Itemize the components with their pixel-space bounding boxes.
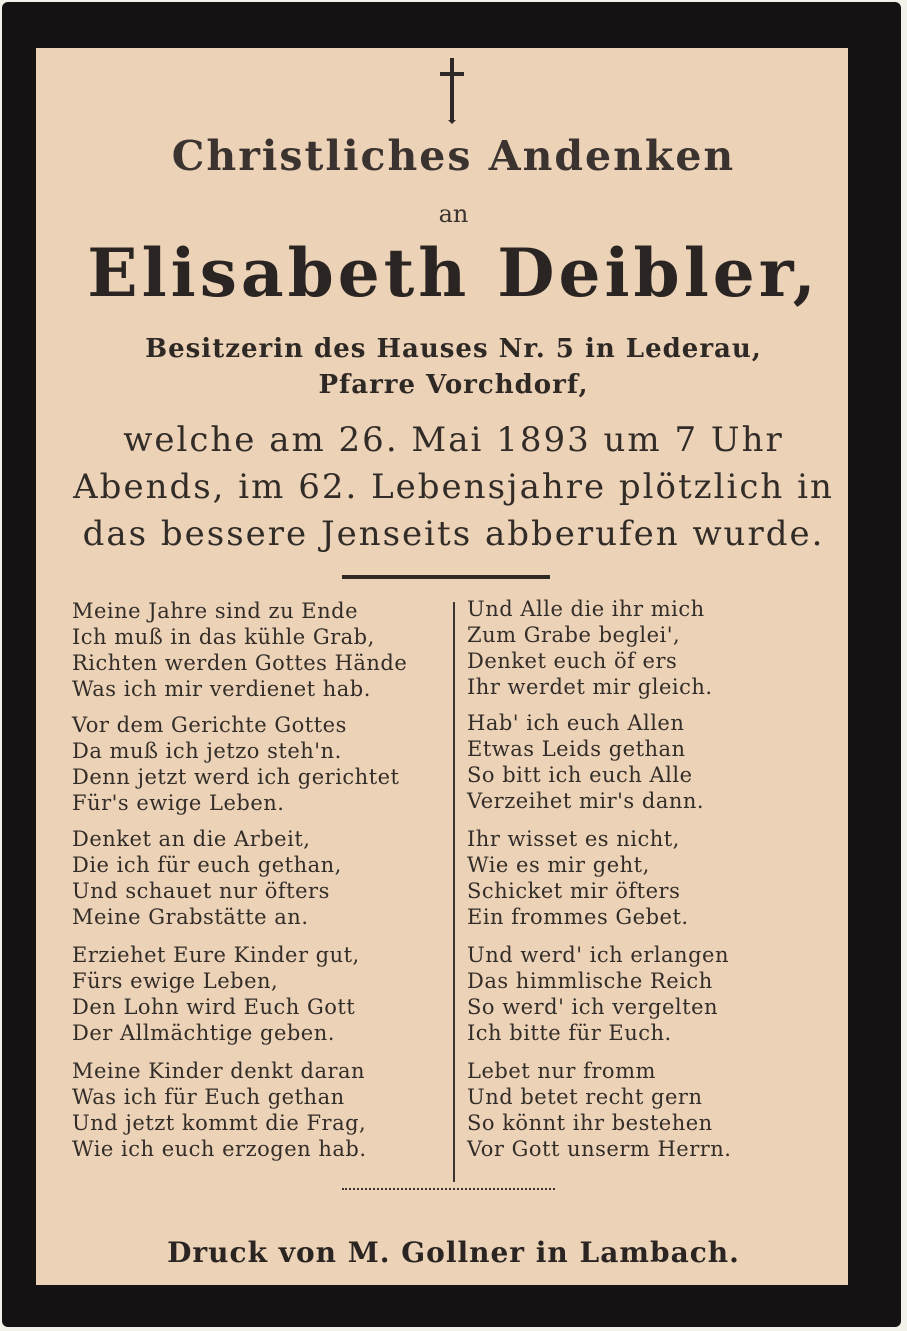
death-notice-line-2: Abends, im 62. Lebensjahre plötzlich in: [73, 467, 834, 507]
poem-stanza: [467, 710, 704, 814]
dotted-divider: [342, 1188, 555, 1190]
printer-credit: Druck von M. Gollner in Lambach.: [167, 1236, 740, 1269]
poem-line: Vor dem Gerichte Gottes: [72, 713, 347, 737]
poem-line: Ich muß in das kühle Grab,: [72, 625, 375, 649]
poem-line: So könnt ihr bestehen: [467, 1111, 713, 1135]
poem-line: Ich bitte für Euch.: [467, 1021, 672, 1045]
poem-line: Zum Grabe beglei',: [467, 623, 681, 647]
poem-line: Der Allmächtige geben.: [72, 1021, 335, 1045]
poem-stanza: [467, 1058, 731, 1162]
poem-line: Erziehet Eure Kinder gut,: [72, 943, 360, 967]
poem-line: Denn jetzt werd ich gerichtet: [72, 765, 400, 789]
poem-line: Und betet recht gern: [467, 1085, 703, 1109]
poem-line: Richten werden Gottes Hände: [72, 651, 408, 675]
deceased-name: Elisabeth Deibler,: [87, 234, 820, 312]
poem-line: Für's ewige Leben.: [72, 791, 285, 815]
poem-line: Verzeihet mir's dann.: [467, 789, 705, 813]
poem-line: Schicket mir öfters: [467, 879, 681, 903]
subtitle-parish: Pfarre Vorchdorf,: [318, 370, 589, 400]
poem-line: Meine Kinder denkt daran: [72, 1059, 366, 1083]
poem-stanza: [72, 1058, 367, 1162]
poem-line: Ihr wisset es nicht,: [467, 827, 680, 851]
subtitle-house: Besitzerin des Hauses Nr. 5 in Lederau,: [145, 334, 762, 364]
poem-line: Und werd' ich erlangen: [467, 943, 729, 967]
poem-line: Und Alle die ihr mich: [467, 597, 705, 621]
poem-line: Was ich für Euch gethan: [72, 1085, 345, 1109]
poem-line: Die ich für euch gethan,: [72, 853, 342, 877]
poem-line: Und jetzt kommt die Frag,: [72, 1111, 367, 1135]
poem-line: Meine Grabstätte an.: [72, 905, 309, 929]
poem-line: Und schauet nur öfters: [72, 879, 330, 903]
poem-stanza: [72, 826, 342, 930]
poem-line: Etwas Leids gethan: [467, 737, 686, 761]
poem-stanza: [72, 942, 360, 1046]
card-title: Christliches Andenken: [171, 132, 736, 180]
poem-line: So werd' ich vergelten: [467, 995, 719, 1019]
poem-line: Fürs ewige Leben,: [72, 969, 279, 993]
poem-line: Wie ich euch erzogen hab.: [72, 1137, 367, 1161]
poem-line: Hab' ich euch Allen: [467, 711, 685, 735]
latin-cross-icon: [438, 54, 466, 124]
poem-stanza: [72, 712, 400, 816]
poem-line: Denket an die Arbeit,: [72, 827, 311, 851]
poem-line: Lebet nur fromm: [467, 1059, 656, 1083]
column-divider: [453, 602, 455, 1182]
death-notice-line-1: welche am 26. Mai 1893 um 7 Uhr: [123, 420, 784, 460]
poem-line: Ein frommes Gebet.: [467, 905, 689, 929]
poem-stanza: [467, 942, 729, 1046]
poem-line: Meine Jahre sind zu Ende: [72, 599, 359, 623]
poem-line: Denket euch öf ers: [467, 649, 678, 673]
poem-stanza: [72, 598, 407, 702]
poem-line: Ihr werdet mir gleich.: [467, 675, 713, 699]
poem-line: Da muß ich jetzo steh'n.: [72, 739, 342, 763]
death-notice-line-3: das bessere Jenseits abberufen wurde.: [82, 514, 825, 554]
poem-line: Was ich mir verdienet hab.: [72, 677, 371, 701]
poem-line: Vor Gott unserm Herrn.: [467, 1137, 732, 1161]
divider-rule: [342, 575, 550, 579]
poem-line: Wie es mir geht,: [467, 853, 650, 877]
poem-stanza: [467, 826, 689, 930]
poem-line: So bitt ich euch Alle: [467, 763, 693, 787]
dedication-word: an: [438, 200, 469, 228]
poem-stanza: [467, 596, 713, 700]
poem-line: Das himmlische Reich: [467, 969, 713, 993]
poem-line: Den Lohn wird Euch Gott: [72, 995, 356, 1019]
